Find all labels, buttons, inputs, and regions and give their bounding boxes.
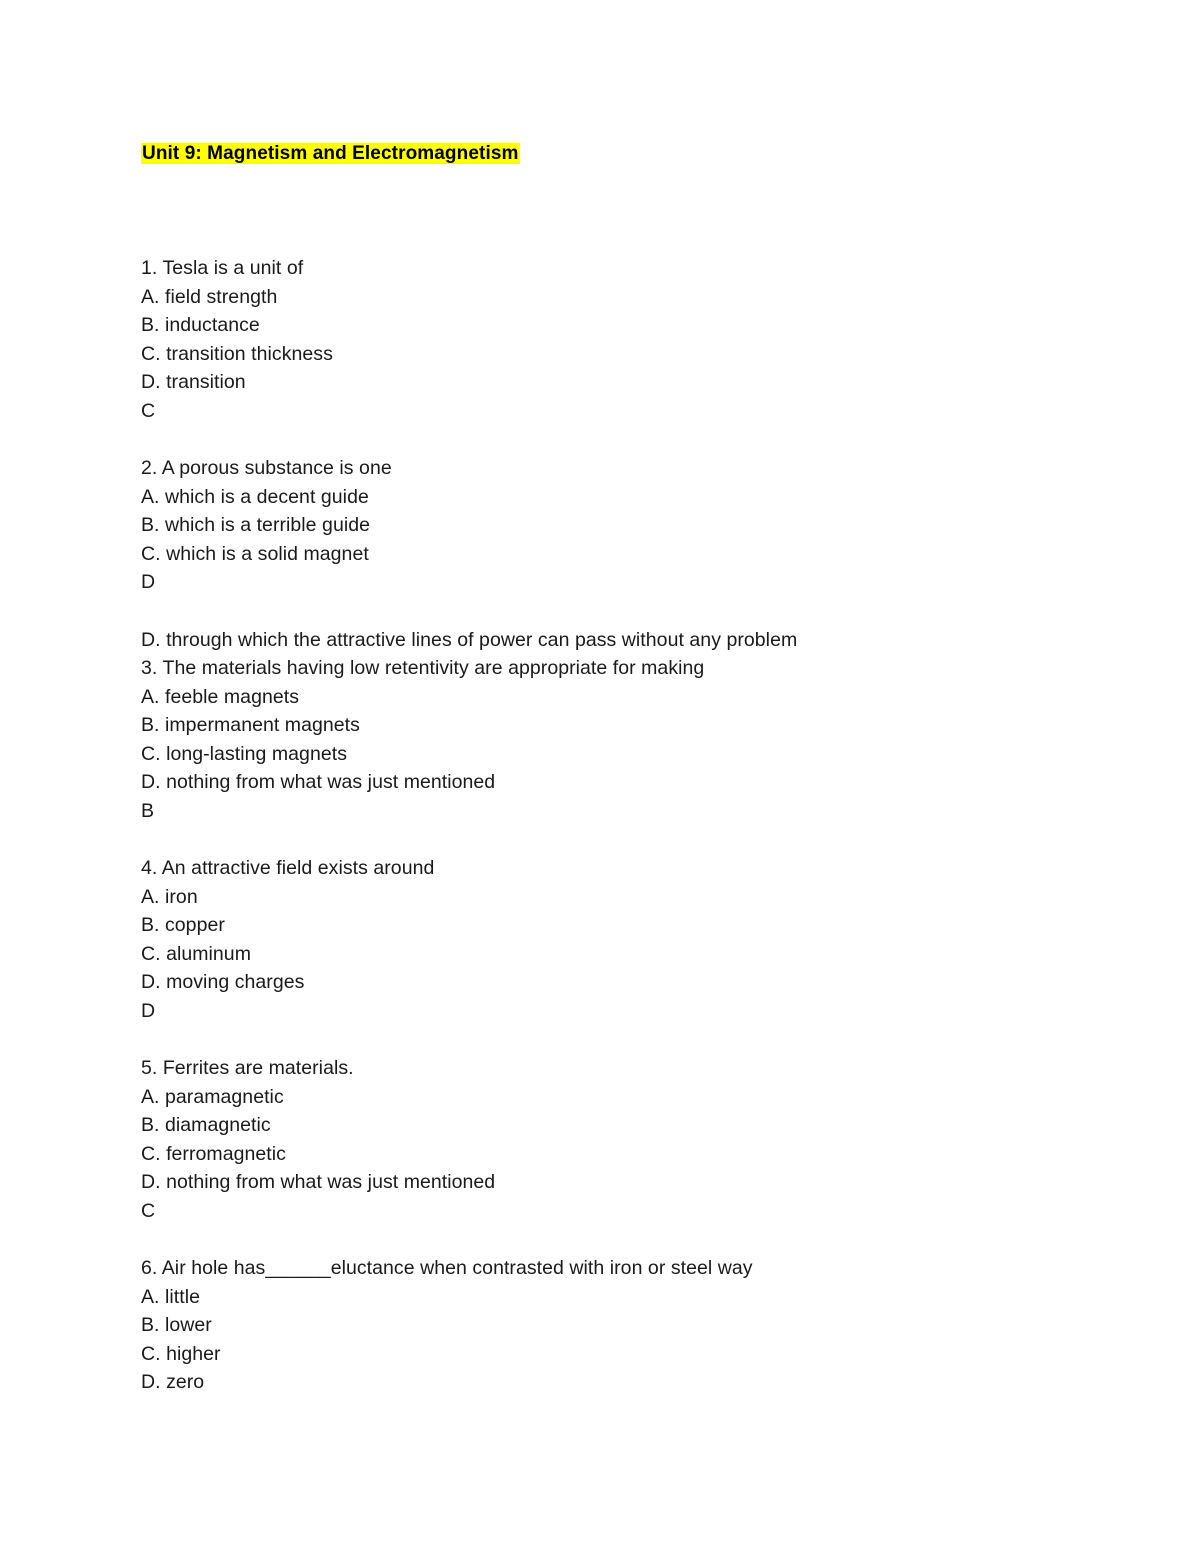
question-6-option-c: C. higher <box>141 1342 221 1365</box>
spacer <box>141 1025 1141 1054</box>
question-4-text: 4. An attractive field exists around <box>141 857 435 879</box>
question-4-option-c: C. aluminum <box>141 942 251 965</box>
question-2-option-a: A. which is a decent guide <box>141 485 369 508</box>
question-5-option-a: A. paramagnetic <box>141 1085 284 1108</box>
question-5-option-d: D. nothing from what was just mentioned <box>141 1171 496 1193</box>
question-1-option-b: B. inductance <box>141 314 260 336</box>
question-block-6 <box>141 1254 1141 1397</box>
question-4-option-a: A. iron <box>141 885 198 908</box>
document-title: Unit 9: Magnetism and Electromagnetism <box>142 143 519 164</box>
question-3-text: 3. The materials having low retentivity are appropriate for making <box>141 657 705 679</box>
question-2-option-c: C. which is a solid magnet <box>141 542 369 565</box>
question-1-option-a: A. field strength <box>141 285 278 308</box>
question-1-option-d: D. transition <box>141 371 246 393</box>
spacer <box>141 825 1141 854</box>
question-3-answer: B <box>141 799 155 822</box>
question-3-option-a: A. feeble magnets <box>141 685 300 708</box>
question-5-answer: C <box>141 1199 156 1222</box>
question-4-option-b: B. copper <box>141 914 225 936</box>
question-6-option-d: D. zero <box>141 1371 205 1393</box>
question-5-option-b: B. diamagnetic <box>141 1114 271 1136</box>
question-3-option-b: B. impermanent magnets <box>141 714 360 736</box>
question-5-option-c: C. ferromagnetic <box>141 1142 286 1165</box>
question-1-answer: C <box>141 399 156 422</box>
spacer <box>141 425 1141 454</box>
question-block-2 <box>141 454 1141 597</box>
question-3-option-d: D. nothing from what was just mentioned <box>141 771 496 793</box>
spacer <box>141 1225 1141 1254</box>
question-block-3 <box>141 626 1141 826</box>
question-2-answer: D <box>141 571 156 593</box>
question-block-4 <box>141 854 1141 1025</box>
question-6-option-b: B. lower <box>141 1314 212 1336</box>
question-2-text: 2. A porous substance is one <box>141 457 392 479</box>
question-3-option-c: C. long-lasting magnets <box>141 742 348 765</box>
title-row <box>141 139 1141 169</box>
question-4-answer: D <box>141 999 156 1022</box>
question-4-option-d: D. moving charges <box>141 971 305 993</box>
question-5-text: 5. Ferrites are materials. <box>141 1057 354 1079</box>
question-1-option-c: C. transition thickness <box>141 342 333 365</box>
document-page <box>141 139 1141 1397</box>
spacer <box>141 597 1141 626</box>
question-6-text: 6. Air hole has______eluctance when contrasted with iron or steel way <box>141 1257 753 1279</box>
question-1-text: 1. Tesla is a unit of <box>141 257 304 279</box>
question-block-5 <box>141 1054 1141 1225</box>
question-2-option-d: D. through which the attractive lines of power can pass without any problem <box>141 628 798 651</box>
question-6-option-a: A. little <box>141 1285 200 1308</box>
question-2-option-b: B. which is a terrible guide <box>141 514 371 536</box>
question-block-1 <box>141 254 1141 425</box>
